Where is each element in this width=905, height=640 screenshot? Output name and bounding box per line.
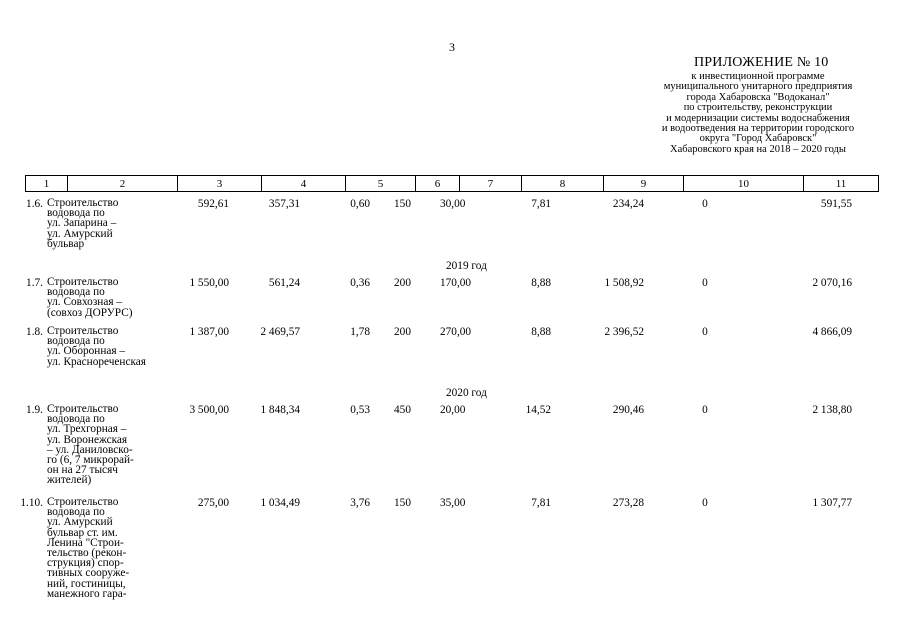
cell-col6: 150 [394, 497, 411, 509]
row-name [47, 497, 157, 599]
appendix-line: к инвестиционной программе [691, 71, 825, 82]
row-number: 1.10. [20, 497, 43, 509]
cell-col3: 3 500,00 [189, 404, 229, 416]
row-number: 1.9. [26, 404, 43, 416]
cell-col5: 1,78 [350, 326, 370, 338]
row-name-line: го (6, 7 микрорай- [47, 454, 134, 467]
row-name-line: ний, гостиницы, [47, 577, 126, 590]
cell-col11: 4 866,09 [812, 326, 852, 338]
cell-col7: 30,00 [440, 198, 466, 210]
row-name-line: (совхоз ДОРУРС) [47, 306, 133, 319]
cell-col4: 2 469,57 [260, 326, 300, 338]
column-header-table [25, 175, 879, 192]
row-number: 1.8. [26, 326, 43, 338]
cell-col5: 0,53 [350, 404, 370, 416]
cell-col4: 561,24 [268, 277, 300, 289]
cell-col9: 1 508,92 [604, 277, 644, 289]
cell-col4: 1 034,49 [260, 497, 300, 509]
cell-col3: 592,61 [197, 198, 229, 210]
row-name-line: жителей) [47, 474, 92, 487]
cell-col10: 0 [702, 198, 708, 210]
column-header: 4 [262, 176, 346, 192]
cell-col3: 1 550,00 [189, 277, 229, 289]
row-name-line: струкция) спор- [47, 557, 124, 570]
appendix-line: по строительству, реконструкции [683, 102, 833, 114]
row-name-line: бульвар ст. им. [47, 526, 118, 539]
row-name-line: ул. Краснореченская [47, 355, 147, 368]
cell-col7: 35,00 [440, 497, 466, 509]
appendix-title: ПРИЛОЖЕНИЕ № 10 [694, 55, 829, 70]
row-name-line: водовода по [47, 413, 105, 426]
cell-col10: 0 [702, 277, 708, 289]
cell-col9: 2 396,52 [604, 326, 644, 338]
column-header: 2 [68, 176, 178, 192]
cell-col8: 8,88 [531, 277, 551, 289]
appendix-line: и модернизации системы водоснабжения [666, 112, 850, 124]
cell-col10: 0 [702, 497, 708, 509]
cell-col7: 20,00 [440, 404, 466, 416]
row-name-line: ул. Амурский [47, 516, 113, 529]
row-name-line: ул. Трехгорная – [47, 423, 127, 436]
appendix-subtitle [632, 72, 884, 155]
row-name-line: – ул. Даниловско- [47, 443, 133, 456]
cell-col6: 150 [394, 198, 411, 210]
cell-col5: 3,76 [350, 497, 370, 509]
cell-col8: 14,52 [525, 404, 551, 416]
row-name-line: Строительство [47, 403, 119, 415]
appendix-line: города Хабаровска "Водоканал" [686, 91, 830, 103]
row-name-line: водовода по [47, 286, 105, 299]
column-header: 11 [804, 176, 879, 192]
row-name-line: Ленина "Строи- [47, 536, 124, 549]
row-name [47, 277, 157, 318]
cell-col8: 7,81 [531, 198, 551, 210]
cell-col9: 290,46 [612, 404, 644, 416]
cell-col11: 591,55 [820, 198, 852, 210]
row-name-line: тельство (рекон- [47, 547, 127, 560]
row-name-line: тивных сооруже- [47, 567, 130, 580]
row-number: 1.7. [26, 277, 43, 289]
cell-col5: 0,36 [350, 277, 370, 289]
cell-col9: 234,24 [612, 198, 644, 210]
cell-col9: 273,28 [612, 497, 644, 509]
cell-col6: 200 [394, 277, 411, 289]
row-name-line: Строительство [47, 197, 119, 209]
row-name-line: водовода по [47, 335, 105, 348]
row-name-line: Строительство [47, 325, 119, 337]
cell-col3: 1 387,00 [189, 326, 229, 338]
row-name-line: бульвар [47, 237, 85, 250]
cell-col11: 2 138,80 [812, 404, 852, 416]
page-number: 3 [449, 40, 455, 54]
cell-col5: 0,60 [350, 198, 370, 210]
cell-col7: 170,00 [440, 277, 472, 289]
cell-col11: 2 070,16 [812, 277, 852, 289]
cell-col10: 0 [702, 326, 708, 338]
column-header: 5 [346, 176, 416, 192]
row-name-line: водовода по [47, 207, 105, 220]
row-name-line: ул. Воронежская [47, 433, 128, 446]
row-number: 1.6. [26, 198, 43, 210]
column-header: 7 [460, 176, 522, 192]
cell-col10: 0 [702, 404, 708, 416]
row-name-line: ул. Оборонная – [47, 345, 126, 358]
cell-col4: 1 848,34 [260, 404, 300, 416]
column-header: 10 [684, 176, 804, 192]
row-name-line: ул. Амурский [47, 227, 113, 240]
cell-col11: 1 307,77 [812, 497, 852, 509]
cell-col6: 450 [394, 404, 411, 416]
row-name-line: ул. Совхозная – [47, 296, 123, 309]
row-name-line: манежного гара- [47, 587, 127, 600]
year-header: 2020 год [446, 387, 487, 399]
row-name-line: Строительство [47, 496, 119, 508]
appendix-line: муниципального унитарного предприятия [663, 81, 853, 93]
row-name-line: водовода по [47, 506, 105, 519]
cell-col4: 357,31 [268, 198, 300, 210]
column-header: 1 [26, 176, 68, 192]
appendix-line: и водоотведения на территории городского [661, 123, 855, 135]
appendix-line: округа "Город Хабаровск" [699, 133, 817, 145]
column-header: 8 [522, 176, 604, 192]
column-header: 3 [178, 176, 262, 192]
row-name [47, 404, 157, 486]
cell-col8: 7,81 [531, 497, 551, 509]
appendix-line: Хабаровского края на 2018 – 2020 годы [670, 143, 846, 155]
row-name [47, 198, 157, 249]
column-header: 6 [416, 176, 460, 192]
row-name-line: Строительство [47, 276, 119, 288]
row-name-line: ул. Запарина – [47, 217, 117, 230]
column-header: 9 [604, 176, 684, 192]
cell-col7: 270,00 [440, 326, 472, 338]
column-header-row [26, 176, 879, 192]
cell-col6: 200 [394, 326, 411, 338]
cell-col8: 8,88 [531, 326, 551, 338]
year-header: 2019 год [446, 260, 487, 272]
cell-col3: 275,00 [197, 497, 229, 509]
row-name [47, 326, 157, 367]
row-name-line: он на 27 тысяч [47, 464, 118, 477]
